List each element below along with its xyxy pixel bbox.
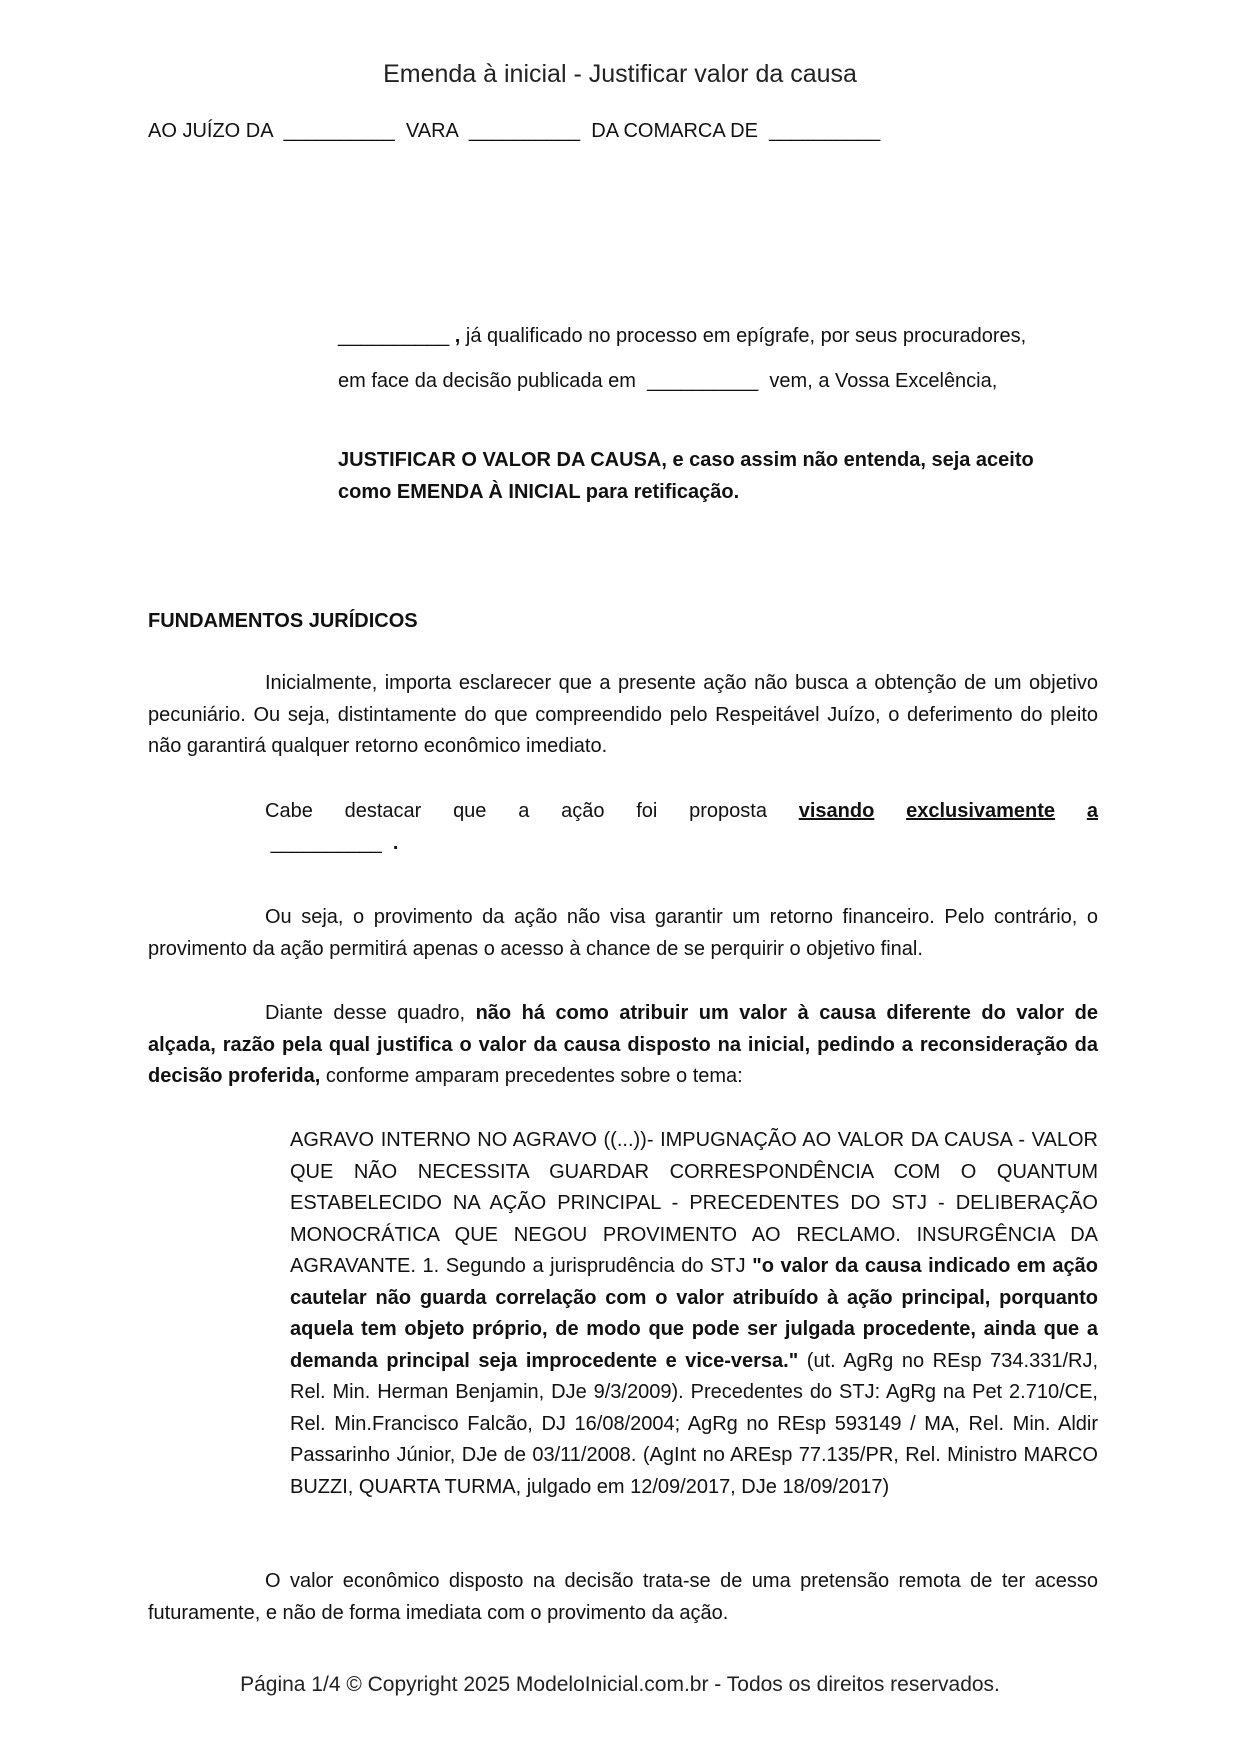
p2-word: destacar (344, 800, 422, 822)
request-line-2: como EMENDA À INICIAL para retificação. (338, 480, 740, 503)
paragraph-2-line-2 (265, 828, 1098, 860)
paragraph-2-line-1 (265, 796, 1098, 828)
p2-word: Cabe (265, 800, 313, 822)
p2-underlined-word: a (1086, 800, 1098, 822)
paragraph-5: O valor econômico disposto na decisão trata-se de uma pretensão remota de ter acesso futuramente, e não de forma imediata com o provimento da ação. (148, 1570, 1098, 1624)
p2-underlined-word: exclusivamente (906, 800, 1056, 822)
intro-line-1-text: já qualificado no processo em epígrafe, por seus procuradores, (460, 325, 1027, 347)
p4-bold: não há como atribuir um valor à causa diferente do valor de alçada, razão pela qual justifica o valor da causa disposto na inicial, pedindo a reconsideração da decisão proferida, (148, 1002, 1099, 1087)
paragraph-1: Inicialmente, importa esclarecer que a presente ação não busca a obtenção de um objetivo pecuniário. Ou seja, distintamente do que compreendido pelo Respeitável Juízo, o deferimento do pleito não garantirá qualquer retorno econômico imediato. (148, 672, 1098, 757)
paragraph-4 (148, 998, 1098, 1093)
p2-word: ação (561, 800, 605, 822)
quote-part-2: (ut. AgRg no REsp 734.331/RJ, Rel. Min. Herman Benjamin, DJe 9/3/2009). Precedentes do STJ: AgRg na Pet 2.710/CE, Rel. Min.Francisco Falcão, DJ 16/08/2004; AgRg no REsp 593149 / MA, Rel. Min. Aldir Passarinho Júnior, DJe de 03/11/2008. (AgInt no AREsp 77.135/PR, Rel. Ministro MARCO BUZZI, QUARTA TURMA, julgado em 12/09/2017, DJe 18/09/2017) (290, 1349, 1099, 1498)
page-footer: Página 1/4 © Copyright 2025 ModeloInicial.com.br - Todos os direitos reservados. (240, 1673, 1000, 1696)
p2-word: proposta (689, 800, 767, 822)
p2-period: . (392, 831, 399, 854)
jurisprudence-quote (290, 1125, 1098, 1503)
p2-word: a (518, 800, 530, 822)
intro-line-1 (338, 325, 1098, 348)
paragraph-3: Ou seja, o provimento da ação não visa garantir um retorno financeiro. Pelo contrário, o provimento da ação permitirá apenas o acesso à chance de se perquirir o objetivo final. (148, 906, 1098, 960)
p4-end: conforme amparam precedentes sobre o tema: (320, 1065, 743, 1087)
paragraph-2 (265, 796, 1098, 859)
court-address-line: AO JUÍZO DA __________ VARA __________ DA COMARCA DE __________ (148, 120, 881, 142)
party-name-blank: __________ (338, 325, 450, 347)
request-line-1: JUSTIFICAR O VALOR DA CAUSA, e caso assim não entenda, seja aceito (338, 449, 1034, 471)
quote-bold: "o valor da causa indicado em ação cautelar não guarda correlação com o valor atribuído à ação principal, porquanto aquela tem objeto próprio, de modo que pode ser julgada procedente, ainda que a demanda principal seja improcedente e vice-versa." (290, 1255, 1099, 1372)
p4-start: Diante desse quadro, (265, 1002, 476, 1024)
p2-word: que (453, 800, 487, 822)
intro-line-2: em face da decisão publicada em __________ vem, a Vossa Excelência, (338, 370, 998, 392)
quote-part-1: AGRAVO INTERNO NO AGRAVO ((...))- IMPUGNAÇÃO AO VALOR DA CAUSA - VALOR QUE NÃO NECESSITA GUARDAR CORRESPONDÊNCIA COM O QUANTUM ESTABELECIDO NA AÇÃO PRINCIPAL - PRECEDENTES DO STJ - DELIBERAÇÃO MONOCRÁTICA QUE NEGOU PROVIMENTO AO RECLAMO. INSURGÊNCIA DA AGRAVANTE. 1. Segundo a jurisprudência do STJ (290, 1129, 1098, 1277)
intro-comma: , (449, 325, 461, 347)
document-title: Emenda à inicial - Justificar valor da causa (383, 60, 857, 88)
section-heading: FUNDAMENTOS JURÍDICOS (148, 610, 418, 632)
p2-underlined-word: visando (798, 800, 875, 822)
objective-blank: __________ (270, 831, 382, 854)
request-paragraph (338, 445, 1098, 508)
p2-word: foi (636, 800, 658, 822)
